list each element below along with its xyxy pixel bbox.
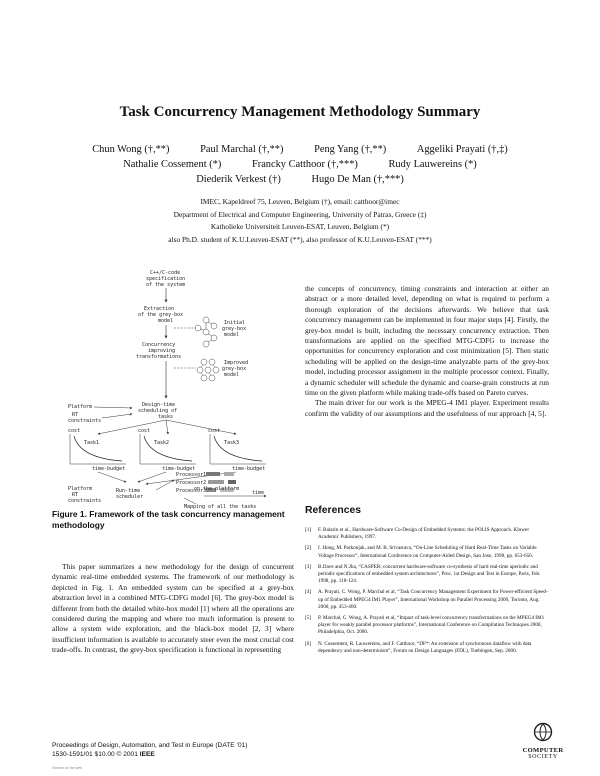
flow-arrow xyxy=(98,472,126,482)
author-list xyxy=(20,142,580,187)
body-paragraph: This paper summarizes a new methodology for the design of concurrent dynamic real-time embedded systems. The framework of our methodology is depicted in Fig. 1. An embedded system can be specified at a grey-box abstraction level in a combined MTG-CDFG model [6]. The grey-box model is different from both the detailed white-box model [1] where all the operations are considered during the mapping and where too much information is present to allow a system wide exploration, and the black-box model [2, 3] where insufficient information is available to accurately steer even the most crucial cost trade-offs. In contrast, the grey-box specification is functional in representing xyxy=(52,562,294,655)
initial-model-label: Initial xyxy=(224,320,246,326)
author-line-1 xyxy=(20,142,580,157)
run-time-label: scheduler xyxy=(116,494,144,500)
issn-text: 1530-1591/01 $10.00 © 2001 xyxy=(52,751,140,758)
cost-axis-label: cost xyxy=(208,428,221,434)
reference-text: P. Marchal, C. Wong, A. Prayati et al, “Impact of task-level concurrency transformations on the MPEG4 IM1 player for weakly parallel processor platforms”, International Conference on Compilation Techniques 2000, Philadelphia, Oct. 2000. xyxy=(318,615,545,636)
flow-arrow xyxy=(98,420,166,434)
body-paragraph: the concepts of concurrency, timing constraints and interaction at either an abstract or a more detailed level, depending on what is required to perform a thorough exploration of the decisions afterwards. We believe that task concurrency management can be implemented in four major steps [4]. Firstly, the grey-box model is built, including the necessary concurrency extraction. Then transformations are applied on the specified MTG-CDFG to increase the opportunities for concurrency exploration and cost minimization [5]. Then static scheduling will be applied on the design-time analyzable parts of the grey-box model, including processor assignment in the multiple processor context. Finally, a dynamic scheduler will schedule the dynamic and coarse-grain constructs at run time on the given platform while making trade-offs based on Pareto curves. xyxy=(305,284,549,398)
computer-society-emblem-icon xyxy=(532,722,554,742)
author: Diederik Verkest (†) xyxy=(196,174,281,185)
affiliation-line: Department of Electrical and Computer Engineering, University of Patras, Greece (‡) xyxy=(173,209,427,219)
processor-label: Processor1 xyxy=(176,472,207,478)
reference-item xyxy=(305,615,551,637)
improved-model-graph xyxy=(197,359,219,381)
reference-number: [1] xyxy=(305,527,312,533)
reference-text: B.Dave and N.Jha, “CASPER: concurrent hardware-software co-synthesis of hard real-time aperiodic and periodic specifications of embedded system architectures”, Proc. 1st Design and Test in Europe, Paris, Feb. 1998, pp. 118-124. xyxy=(318,563,541,585)
pareto-plot-task1 xyxy=(68,428,126,472)
spec-label: C++/C-code xyxy=(150,270,181,276)
author-line-3 xyxy=(20,172,580,187)
author: Nathalie Cossement (*) xyxy=(123,159,222,170)
extract-label: model xyxy=(158,318,174,324)
task-label: Task2 xyxy=(154,440,170,446)
right-column-text xyxy=(305,284,549,419)
spec-label: of the system xyxy=(146,282,186,288)
concurrency-label: transformations xyxy=(136,354,182,360)
reference-number: [2] xyxy=(305,545,312,552)
author: Paul Marchal (†,**) xyxy=(200,144,284,155)
logo-text: SOCIETY xyxy=(528,754,558,760)
issn-line xyxy=(52,750,247,759)
computer-society-logo xyxy=(518,722,568,761)
reference-number: [5] xyxy=(305,615,312,622)
spec-label: specification xyxy=(146,276,186,282)
time-budget-label: time-budget xyxy=(232,466,266,472)
extract-label: Extraction xyxy=(144,306,175,312)
improved-model-label: grey-box xyxy=(222,366,247,372)
paper-title: Task Concurrency Management Methodology Summary xyxy=(119,104,481,120)
body-paragraph: The main driver for our work is the MPEG-4 IM1 player. Experiment results confirm the validity of our assumptions and the usefulness of our approach [4, 5]. xyxy=(305,398,549,418)
input-arrow xyxy=(94,407,132,408)
task-label: Task1 xyxy=(84,440,100,446)
processor-label: Processor2 xyxy=(176,480,207,486)
mapping-label: Mapping of all the tasks xyxy=(184,504,257,510)
design-time-label: tasks xyxy=(158,414,174,420)
reference-item xyxy=(305,641,551,655)
reference-item xyxy=(305,589,551,611)
concurrency-label: improving xyxy=(148,348,176,354)
reference-number: [3] xyxy=(305,563,312,570)
author-line-2 xyxy=(20,157,580,172)
affiliation-line: also Ph.D. student of K.U.Leuven-ESAT (**), also professor of K.U.Leuven-ESAT (***) xyxy=(168,234,432,244)
rt-label: RT xyxy=(72,492,79,498)
author: Hugo De Man (†,***) xyxy=(311,174,404,185)
initial-model-graph xyxy=(195,317,217,347)
design-time-label: Design-time xyxy=(142,402,176,408)
author: Chun Wong (†,**) xyxy=(92,144,170,155)
reference-text: A. Prayati, C. Wong, P. Marchal et al, “Task Concurrency Management Experiment for Power-efficient Speed-up of Embedded MPEG4 IM1 Player”, International Workshop on Parallel Processing 2000, Toronto, Aug. 2000, pp. 453-460. xyxy=(318,589,548,610)
concurrency-label: Concurrency xyxy=(142,342,176,348)
author: Rudy Lauwereins (*) xyxy=(388,159,477,170)
affiliations xyxy=(20,196,580,246)
reference-number: [6] xyxy=(305,640,312,647)
reference-item xyxy=(305,564,551,586)
improved-model-label: Improved xyxy=(224,360,249,366)
author: Francky Catthoor (†,***) xyxy=(251,159,358,170)
reference-text: F. Balarin et al., Hardware-Software Co-Design of Embedded Systems: the POLIS Approach. Kluwer Academic Publishers, 1997. xyxy=(318,527,530,541)
viewed-note: Viewed on the web xyxy=(52,766,83,770)
initial-model-label: grey-box xyxy=(222,326,247,332)
flow-arrow xyxy=(166,420,168,434)
initial-model-label: model xyxy=(224,332,240,338)
time-budget-label: time-budget xyxy=(162,466,196,472)
improved-model-label: model xyxy=(224,372,240,378)
rt-label: constraints xyxy=(68,418,102,424)
affiliation-line: IMEC, Kapeldreef 75, Leuven, Belgium (†), email: catthoor@imec xyxy=(200,197,400,206)
reference-text: N. Cossement, R. Lauwereins, and F. Catthoor, “DF*: An extension of synchronous dataflow with data dependency and non-determinism”, Forum on Design Languages (FDL), Tuebingen, Sep. 2000. xyxy=(318,640,532,654)
reference-number: [4] xyxy=(305,589,312,596)
processor-label: Processor3 xyxy=(176,488,207,494)
platform-label: Platform xyxy=(68,404,93,410)
page-footer xyxy=(52,741,247,759)
reference-item xyxy=(305,545,551,559)
affiliation-line: Katholieke Universiteit Leuven-ESAT, Leuven, Belgium (*) xyxy=(210,222,390,232)
reference-text: I. Hong, M. Potkonjak, and M. B. Srivastava, “On-Line Scheduling of Hard Real-Time Tasks on Variable Voltage Processor”, International Conference on Computer-Aided Design, San Jose, 1998, pp. 653-656. xyxy=(318,545,537,559)
task-label: Task3 xyxy=(224,440,240,446)
framework-figure xyxy=(66,268,296,510)
figure-caption: Figure 1. Framework of the task concurrency management methodology xyxy=(52,509,285,530)
rt-label: constraints xyxy=(68,498,102,504)
rt-label: RT xyxy=(72,412,79,418)
extract-label: of the grey-box xyxy=(138,312,184,318)
design-time-label: scheduling of xyxy=(138,408,178,414)
processor-gantt xyxy=(176,472,266,496)
reference-list xyxy=(305,527,551,659)
time-budget-label: time-budget xyxy=(92,466,126,472)
left-column-text xyxy=(52,562,294,656)
flow-arrow xyxy=(166,420,236,434)
mapping-label: on the platform xyxy=(194,486,240,492)
ieee-mark: IEEE xyxy=(139,751,155,758)
platform-label: Platform xyxy=(68,486,93,492)
author: Aggeliki Prayati (†,‡) xyxy=(416,144,508,155)
flow-arrow xyxy=(138,472,166,482)
proceedings-line: Proceedings of Design, Automation, and Test in Europe (DATE ’01) xyxy=(52,742,248,749)
cost-axis-label: cost xyxy=(68,428,81,434)
cost-axis-label: cost xyxy=(138,428,151,434)
references-heading: References xyxy=(305,505,362,516)
author: Peng Yang (†,**) xyxy=(314,144,387,155)
time-axis-label: time xyxy=(252,490,265,496)
pareto-plot-task3 xyxy=(208,428,266,472)
run-time-label: Run-time xyxy=(116,488,141,494)
logo-text: COMPUTER xyxy=(522,747,564,754)
input-arrow xyxy=(102,414,132,418)
reference-item xyxy=(305,527,551,541)
pareto-plot-task2 xyxy=(138,428,196,472)
